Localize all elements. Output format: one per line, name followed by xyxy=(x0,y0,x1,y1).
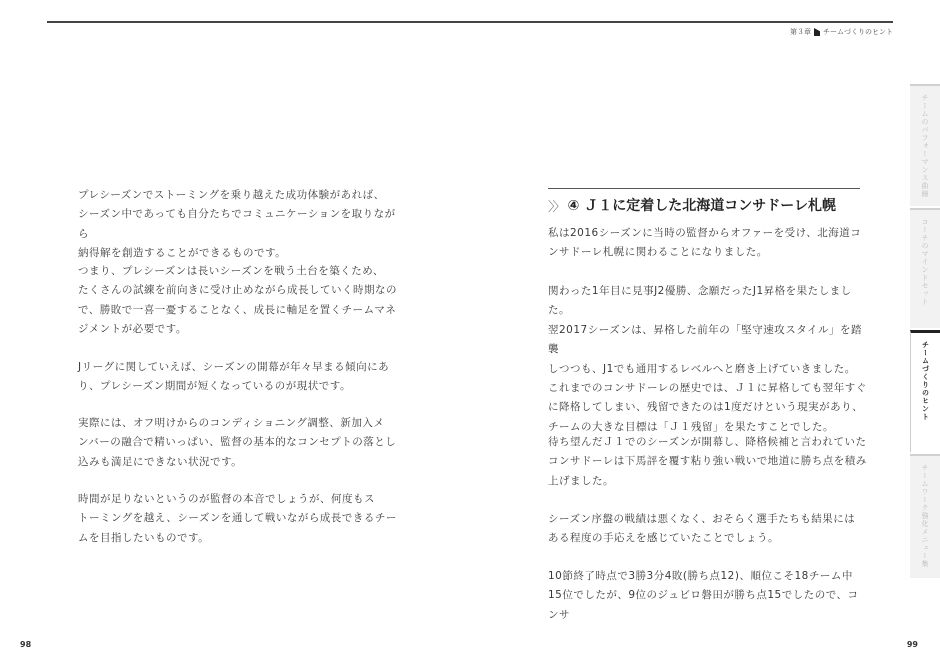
tab-label: コーチのマインドセット xyxy=(921,218,929,306)
right-paragraph-1: 私は2016シーズンに当時の監督からオファーを受け、北海道コ ンサドーレ札幌に関わることになりました。 xyxy=(548,227,862,259)
double-chevron-icon: 〉〉 xyxy=(548,199,564,215)
section-rule xyxy=(548,188,860,189)
section-title: ④ Ｊ１に定着した北海道コンサドーレ札幌 xyxy=(567,198,836,214)
tab-chapter-4[interactable] xyxy=(910,454,940,578)
header-rule xyxy=(47,21,893,23)
chapter-title: チームづくりのヒント xyxy=(823,28,893,36)
chapter-marker-icon xyxy=(814,28,820,36)
page-number-right: 99 xyxy=(906,640,918,649)
tab-label: チームのパフォーマンス曲線 xyxy=(921,94,929,198)
left-paragraph-2: つまり、プレシーズンは長いシーズンを戦う土台を築くため、 たくさんの試練を前向きに受け止めながら成長していく時期なの で、勝敗で一喜一憂することなく、成長に軸足を置くチームマネ ジメントが必要です。 xyxy=(78,265,397,336)
tab-chapter-1[interactable] xyxy=(910,84,940,206)
left-paragraph-5: 時間が足りないというのが監督の本音でしょうが、何度もス トーミングを越え、シーズンを通して戦いながら成長できるチー ムを目指したいものです。 xyxy=(78,493,397,544)
tab-chapter-2[interactable] xyxy=(910,208,940,328)
right-paragraph-2: 関わった1年目に見事J2優勝、念願だったJ1昇格を果たしまし た。 翌2017シーズンは、昇格した前年の「堅守速攻スタイル」を踏襲 しつつも、J1でも通用するレベルへと磨き上げていきました。 これまでのコンサドーレの歴史では、Ｊ１に昇格しても翌年すぐ に降格してしまい、残留できたのは1度だけという現実があり、 チームの大きな目標は「Ｊ１残留」を果たすことでした。 xyxy=(548,285,867,433)
tab-label: チームワーク強化メニュー集 xyxy=(921,464,929,568)
left-paragraph-1: プレシーズンでストーミングを乗り越えた成功体験があれば、 シーズン中であっても自分たちでコミュニケーションを取りながら 納得解を創造することができるものです。 xyxy=(78,189,396,260)
chapter-label: 第３章 xyxy=(790,28,811,36)
section-heading xyxy=(548,195,836,215)
left-paragraph-4: 実際には、オフ明けからのコンディショニング調整、新加入メ ンバーの融合で精いっぱい、監督の基本的なコンセプトの落とし 込みも満足にできない状況です。 xyxy=(78,417,397,468)
tab-label: チームづくりのヒント xyxy=(921,341,930,421)
right-paragraph-5: 10節終了時点で3勝3分4敗(勝ち点12)、順位こそ18チーム中 15位でしたが、9位のジュビロ磐田が勝ち点15でしたので、コンサ xyxy=(548,570,859,621)
left-paragraph-3: Jリーグに関していえば、シーズンの開幕が年々早まる傾向にあ り、プレシーズン期間が短くなっているのが現状です。 xyxy=(78,361,390,393)
page-number-left: 98 xyxy=(20,640,32,649)
tab-chapter-3[interactable] xyxy=(910,330,940,452)
running-header xyxy=(790,27,893,37)
right-paragraph-4: シーズン序盤の戦績は悪くなく、おそらく選手たちも結果には ある程度の手応えを感じていたことでしょう。 xyxy=(548,513,856,545)
right-paragraph-3: 待ち望んだＪ１でのシーズンが開幕し、降格候補と言われていた コンサドーレは下馬評を覆す粘り強い戦いで地道に勝ち点を積み 上げました。 xyxy=(548,436,867,487)
